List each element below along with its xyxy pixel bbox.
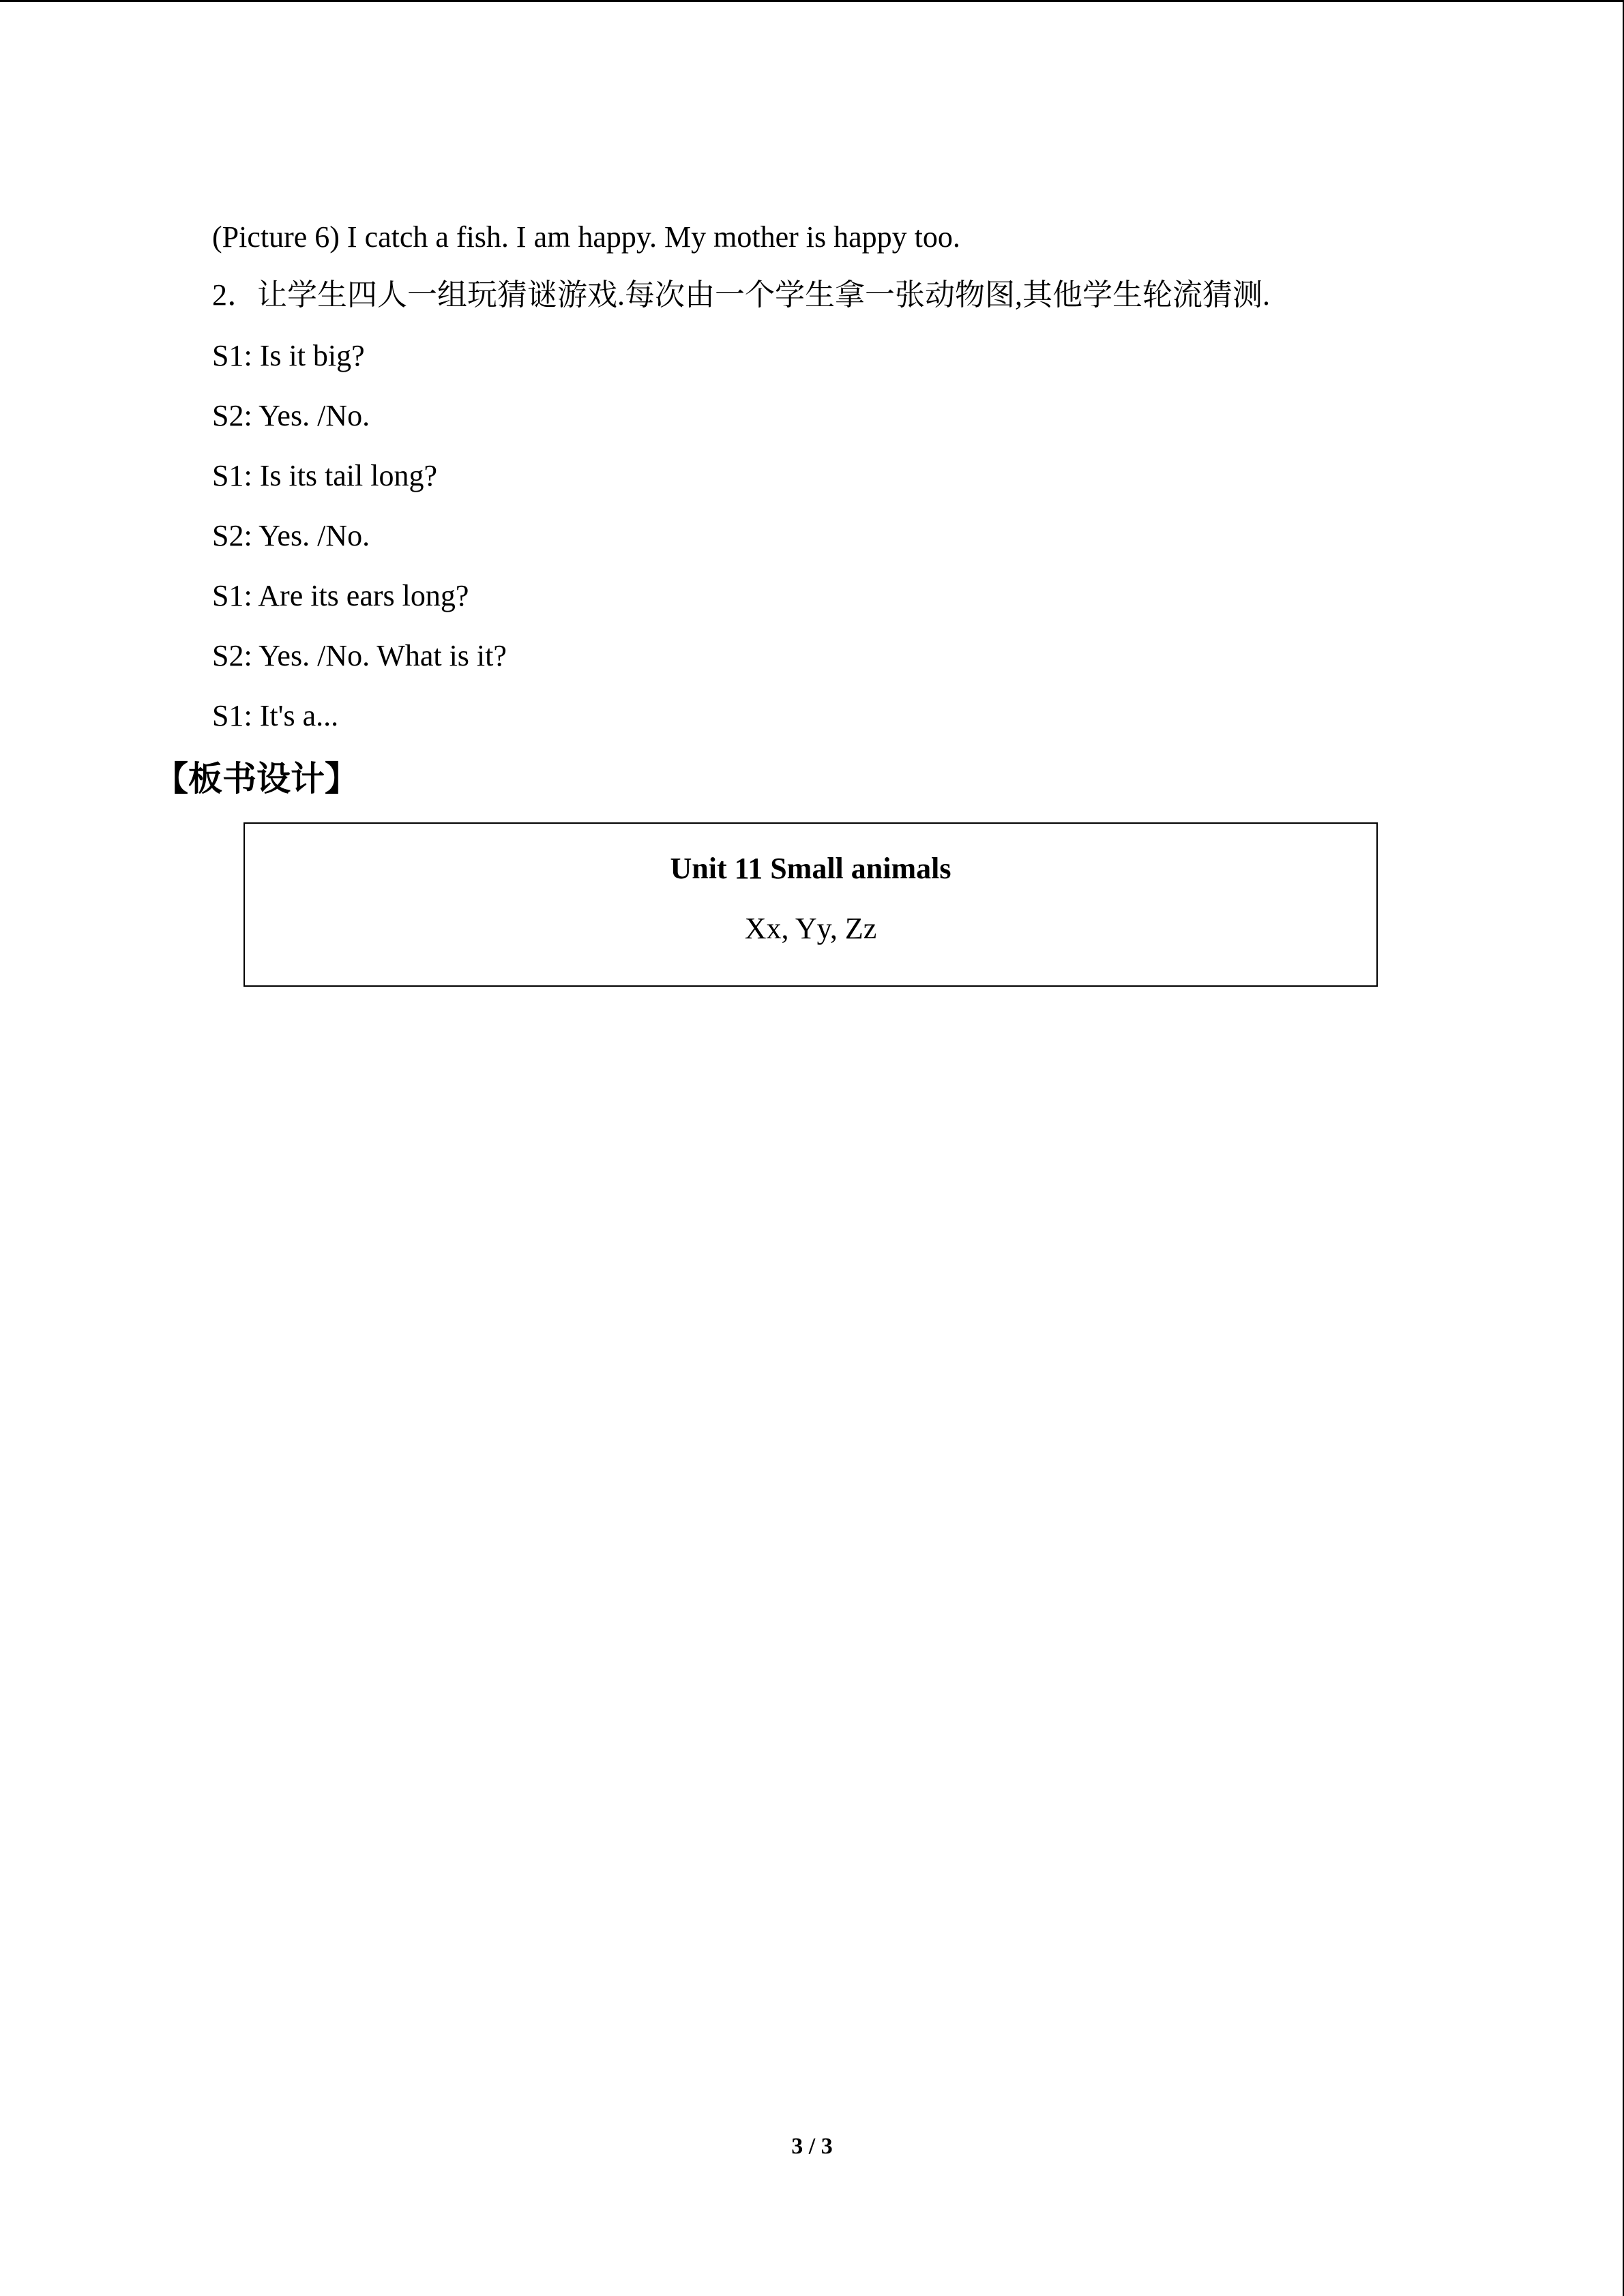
text-line-picture-6: (Picture 6) I catch a fish. I am happy. My mother is happy too. <box>212 220 960 254</box>
dialogue-line-4: S2: Yes. /No. <box>212 519 370 552</box>
dialogue-line-2: S2: Yes. /No. <box>212 399 370 432</box>
section-heading-board-design: 【板书设计】 <box>154 759 359 799</box>
board-title: Unit 11 Small animals <box>670 852 951 885</box>
board-design-box <box>243 822 1378 987</box>
dialogue-line-7: S1: It's a... <box>212 699 339 732</box>
page-top-border <box>0 0 1624 2</box>
dialogue-line-5: S1: Are its ears long? <box>212 579 469 612</box>
text-line-activity-2: 2．让学生四人一组玩猜谜游戏.每次由一个学生拿一张动物图,其他学生轮流猜测. <box>212 278 1270 312</box>
page-number: 3 / 3 <box>791 2134 833 2159</box>
dialogue-line-6: S2: Yes. /No. What is it? <box>212 639 507 672</box>
dialogue-line-3: S1: Is its tail long? <box>212 459 437 492</box>
dialogue-line-1: S1: Is it big? <box>212 339 365 372</box>
board-letters: Xx, Yy, Zz <box>744 912 877 945</box>
